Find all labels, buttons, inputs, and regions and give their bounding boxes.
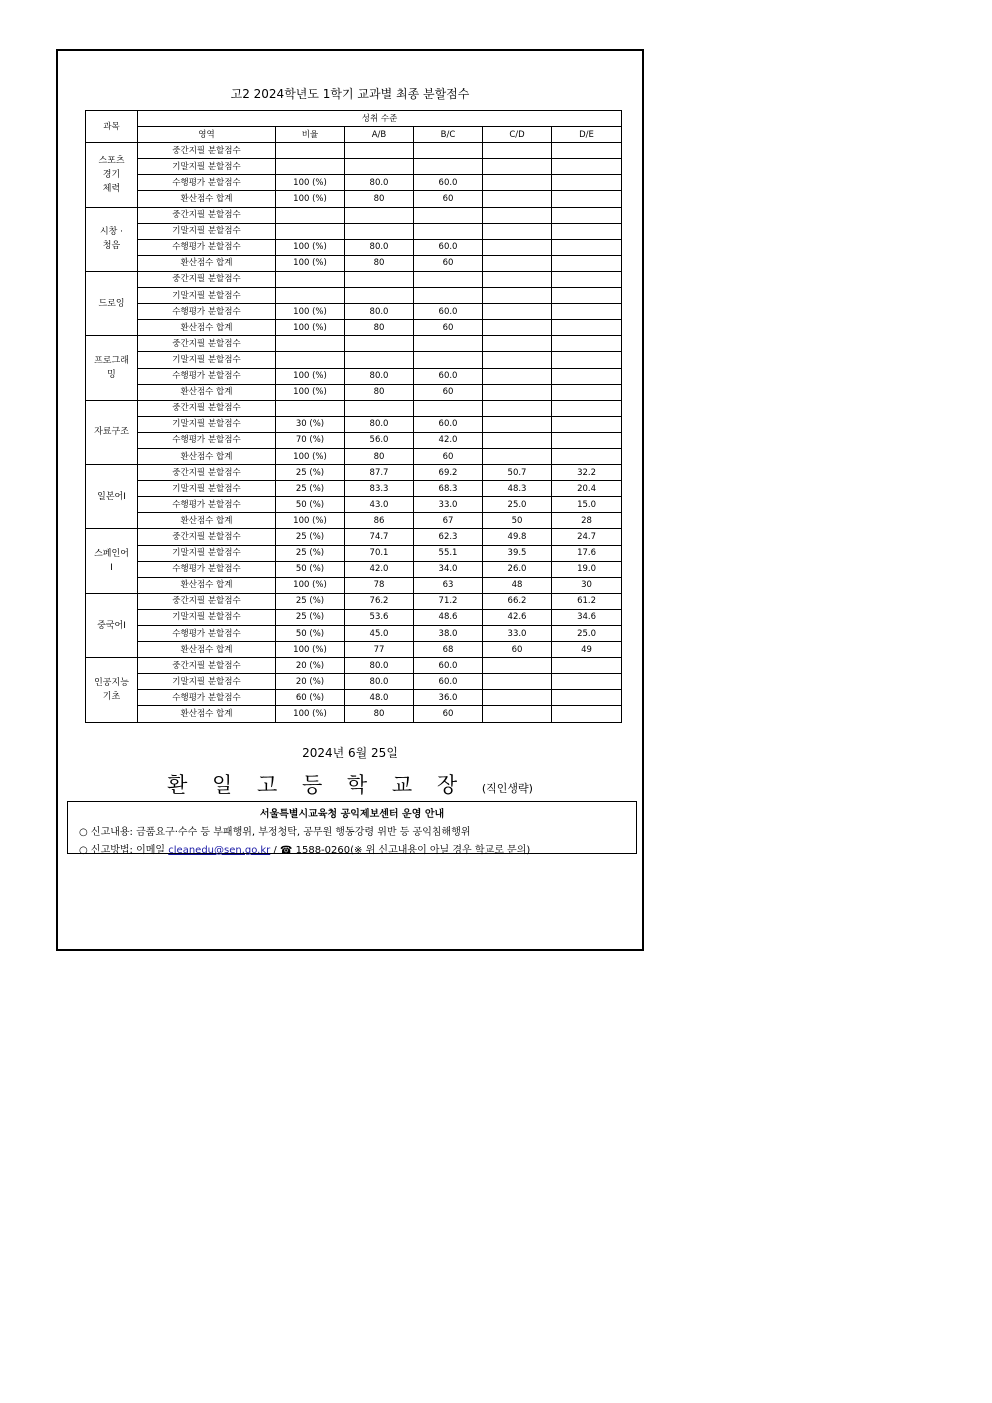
grade-value-cell: 80.0 [345, 239, 414, 255]
subject-name-cell: 프로그래 밍 [86, 336, 138, 400]
grade-value-cell: 86 [345, 513, 414, 529]
ratio-cell [276, 336, 345, 352]
area-cell: 기말지필 분할점수 [138, 609, 276, 625]
grade-value-cell [483, 320, 552, 336]
grade-value-cell [414, 271, 483, 287]
area-cell: 기말지필 분할점수 [138, 481, 276, 497]
grade-value-cell [552, 304, 622, 320]
grade-value-cell: 24.7 [552, 529, 622, 545]
document-title: 고2 2024학년도 1학기 교과별 최종 분할점수 [230, 87, 470, 101]
table-row [86, 593, 622, 609]
grade-value-cell: 25.0 [483, 497, 552, 513]
area-cell: 환산점수 합계 [138, 320, 276, 336]
ratio-cell: 100 (%) [276, 577, 345, 593]
grade-value-cell: 60.0 [414, 658, 483, 674]
grade-value-cell: 42.0 [345, 561, 414, 577]
header-grade: A/B [345, 127, 414, 143]
area-cell: 기말지필 분할점수 [138, 416, 276, 432]
area-cell: 중간지필 분할점수 [138, 207, 276, 223]
area-cell: 환산점수 합계 [138, 577, 276, 593]
grade-value-cell [552, 432, 622, 448]
ratio-cell: 60 (%) [276, 690, 345, 706]
grade-value-cell [483, 191, 552, 207]
notice-method-prefix: ○ 신고방법: 이메일 [79, 845, 169, 856]
notice-line-content: ○ 신고내용: 금품요구·수수 등 부패행위, 부정청탁, 공무원 행동강령 위반 등 공익침해행위 [79, 827, 471, 838]
grade-value-cell [552, 191, 622, 207]
area-cell: 중간지필 분할점수 [138, 400, 276, 416]
grade-value-cell [345, 207, 414, 223]
score-table-body [86, 143, 622, 722]
area-cell: 기말지필 분할점수 [138, 159, 276, 175]
grade-value-cell [552, 336, 622, 352]
area-cell: 기말지필 분할점수 [138, 352, 276, 368]
ratio-cell: 25 (%) [276, 545, 345, 561]
grade-value-cell: 49.8 [483, 529, 552, 545]
area-cell: 환산점수 합계 [138, 642, 276, 658]
table-row [86, 642, 622, 658]
document-date: 2024년 6월 25일 [302, 746, 398, 760]
ratio-cell [276, 223, 345, 239]
subject-name-cell: 스페인어 Ⅰ [86, 529, 138, 593]
grade-value-cell [552, 175, 622, 191]
grade-value-cell: 80 [345, 191, 414, 207]
grade-value-cell [483, 271, 552, 287]
ratio-cell: 20 (%) [276, 674, 345, 690]
subject-name-cell: 스포츠 경기 체력 [86, 143, 138, 207]
area-cell: 중간지필 분할점수 [138, 336, 276, 352]
grade-value-cell [483, 706, 552, 722]
area-cell: 수행평가 분할점수 [138, 368, 276, 384]
grade-value-cell: 70.1 [345, 545, 414, 561]
grade-value-cell: 67 [414, 513, 483, 529]
ratio-cell [276, 159, 345, 175]
ratio-cell: 25 (%) [276, 609, 345, 625]
area-cell: 환산점수 합계 [138, 448, 276, 464]
grade-value-cell: 28 [552, 513, 622, 529]
area-cell: 중간지필 분할점수 [138, 465, 276, 481]
grade-value-cell [552, 320, 622, 336]
table-row [86, 159, 622, 175]
grade-value-cell: 20.4 [552, 481, 622, 497]
grade-value-cell: 87.7 [345, 465, 414, 481]
ratio-cell: 50 (%) [276, 561, 345, 577]
ratio-cell: 100 (%) [276, 368, 345, 384]
ratio-cell: 50 (%) [276, 626, 345, 642]
grade-value-cell [345, 288, 414, 304]
table-row [86, 609, 622, 625]
area-cell: 환산점수 합계 [138, 513, 276, 529]
grade-value-cell: 19.0 [552, 561, 622, 577]
ratio-cell: 100 (%) [276, 384, 345, 400]
header-subject: 과목 [86, 111, 138, 143]
area-cell: 중간지필 분할점수 [138, 593, 276, 609]
grade-value-cell: 80 [345, 384, 414, 400]
ratio-cell [276, 400, 345, 416]
grade-value-cell [483, 304, 552, 320]
subject-name-cell: 자료구조 [86, 400, 138, 464]
grade-value-cell [483, 368, 552, 384]
table-row [86, 626, 622, 642]
grade-value-cell [552, 384, 622, 400]
header-ratio: 비율 [276, 127, 345, 143]
grade-value-cell: 42.0 [414, 432, 483, 448]
grade-value-cell [483, 690, 552, 706]
area-cell: 수행평가 분할점수 [138, 432, 276, 448]
grade-value-cell: 68 [414, 642, 483, 658]
grade-value-cell: 80.0 [345, 304, 414, 320]
ratio-cell: 100 (%) [276, 239, 345, 255]
grade-value-cell: 48.0 [345, 690, 414, 706]
grade-value-cell [552, 288, 622, 304]
ratio-cell: 25 (%) [276, 529, 345, 545]
ratio-cell [276, 143, 345, 159]
notice-phone: / ☎ 1588-0260 [270, 845, 351, 856]
grade-value-cell: 42.6 [483, 609, 552, 625]
ratio-cell: 100 (%) [276, 320, 345, 336]
grade-value-cell: 33.0 [483, 626, 552, 642]
ratio-cell: 100 (%) [276, 191, 345, 207]
table-row [86, 288, 622, 304]
table-row [86, 239, 622, 255]
grade-value-cell: 60 [414, 706, 483, 722]
grade-value-cell [345, 271, 414, 287]
grade-value-cell [414, 352, 483, 368]
grade-value-cell: 48 [483, 577, 552, 593]
grade-value-cell: 80 [345, 255, 414, 271]
grade-value-cell: 74.7 [345, 529, 414, 545]
grade-value-cell: 62.3 [414, 529, 483, 545]
ratio-cell [276, 271, 345, 287]
grade-value-cell [414, 336, 483, 352]
document-page [56, 49, 644, 951]
grade-value-cell [414, 143, 483, 159]
ratio-cell: 20 (%) [276, 658, 345, 674]
notice-method-suffix: (※ 위 신고내용이 아닐 경우 학교로 문의) [350, 845, 531, 856]
grade-value-cell: 56.0 [345, 432, 414, 448]
grade-value-cell: 60.0 [414, 239, 483, 255]
grade-value-cell: 60.0 [414, 304, 483, 320]
grade-value-cell [483, 448, 552, 464]
ratio-cell: 50 (%) [276, 497, 345, 513]
grade-value-cell: 69.2 [414, 465, 483, 481]
grade-value-cell [552, 706, 622, 722]
table-row [86, 175, 622, 191]
table-row [86, 320, 622, 336]
subject-name-cell: 중국어Ⅰ [86, 593, 138, 657]
grade-value-cell: 76.2 [345, 593, 414, 609]
grade-value-cell: 39.5 [483, 545, 552, 561]
notice-title: 서울특별시교육청 공익제보센터 운영 안내 [259, 809, 445, 820]
area-cell: 수행평가 분할점수 [138, 561, 276, 577]
grade-value-cell: 25.0 [552, 626, 622, 642]
grade-value-cell: 32.2 [552, 465, 622, 481]
area-cell: 수행평가 분할점수 [138, 239, 276, 255]
table-row [86, 465, 622, 481]
grade-value-cell [483, 239, 552, 255]
area-cell: 수행평가 분할점수 [138, 626, 276, 642]
grade-value-cell [483, 432, 552, 448]
area-cell: 중간지필 분할점수 [138, 658, 276, 674]
table-row [86, 400, 622, 416]
grade-value-cell: 80.0 [345, 175, 414, 191]
ratio-cell [276, 288, 345, 304]
grade-value-cell [483, 416, 552, 432]
grade-value-cell [414, 159, 483, 175]
table-row [86, 223, 622, 239]
grade-value-cell [483, 400, 552, 416]
grade-value-cell [483, 658, 552, 674]
area-cell: 수행평가 분할점수 [138, 175, 276, 191]
grade-value-cell: 66.2 [483, 593, 552, 609]
area-cell: 환산점수 합계 [138, 255, 276, 271]
ratio-cell: 100 (%) [276, 706, 345, 722]
grade-value-cell [414, 223, 483, 239]
table-row [86, 674, 622, 690]
table-row [86, 207, 622, 223]
grade-value-cell: 77 [345, 642, 414, 658]
principal-name: 환 일 고 등 학 교 장 [167, 773, 467, 797]
grade-value-cell [552, 674, 622, 690]
area-cell: 수행평가 분할점수 [138, 497, 276, 513]
header-grade: B/C [414, 127, 483, 143]
subject-name-cell: 일본어Ⅰ [86, 465, 138, 529]
grade-value-cell [552, 271, 622, 287]
grade-value-cell [483, 255, 552, 271]
grade-value-cell [345, 336, 414, 352]
grade-value-cell: 45.0 [345, 626, 414, 642]
table-row [86, 497, 622, 513]
subject-name-cell: 드로잉 [86, 271, 138, 335]
table-row [86, 368, 622, 384]
table-row [86, 561, 622, 577]
ratio-cell: 25 (%) [276, 481, 345, 497]
grade-value-cell [552, 223, 622, 239]
header-grade: C/D [483, 127, 552, 143]
table-row [86, 577, 622, 593]
grade-value-cell: 60 [414, 191, 483, 207]
grade-value-cell [414, 400, 483, 416]
grade-value-cell [483, 175, 552, 191]
ratio-cell: 100 (%) [276, 642, 345, 658]
grade-value-cell: 60 [414, 384, 483, 400]
grade-value-cell: 80.0 [345, 368, 414, 384]
table-row [86, 352, 622, 368]
grade-value-cell: 61.2 [552, 593, 622, 609]
seal-note: (직인생략) [481, 782, 533, 795]
grade-value-cell: 80 [345, 706, 414, 722]
grade-value-cell [552, 448, 622, 464]
grade-value-cell: 60 [414, 255, 483, 271]
grade-value-cell: 48.3 [483, 481, 552, 497]
grade-value-cell: 71.2 [414, 593, 483, 609]
grade-value-cell: 55.1 [414, 545, 483, 561]
table-row [86, 416, 622, 432]
notice-line-method [79, 841, 636, 856]
grade-value-cell: 80.0 [345, 658, 414, 674]
grade-value-cell [483, 288, 552, 304]
grade-value-cell: 60.0 [414, 368, 483, 384]
ratio-cell: 100 (%) [276, 175, 345, 191]
table-row [86, 432, 622, 448]
grade-value-cell: 63 [414, 577, 483, 593]
grade-value-cell: 60.0 [414, 674, 483, 690]
ratio-cell: 100 (%) [276, 513, 345, 529]
score-table [85, 110, 622, 723]
table-row [86, 384, 622, 400]
ratio-cell: 70 (%) [276, 432, 345, 448]
area-cell: 수행평가 분할점수 [138, 304, 276, 320]
table-row [86, 690, 622, 706]
table-row [86, 529, 622, 545]
grade-value-cell [414, 288, 483, 304]
grade-value-cell [483, 674, 552, 690]
subject-name-cell: 인공지능 기초 [86, 658, 138, 722]
table-row [86, 513, 622, 529]
table-row [86, 545, 622, 561]
notice-email-link[interactable]: cleanedu@sen.go.kr [168, 845, 271, 856]
ratio-cell: 25 (%) [276, 465, 345, 481]
whistleblower-notice [67, 801, 637, 854]
area-cell: 기말지필 분할점수 [138, 223, 276, 239]
area-cell: 기말지필 분할점수 [138, 288, 276, 304]
grade-value-cell [483, 352, 552, 368]
grade-value-cell [345, 143, 414, 159]
grade-value-cell: 80 [345, 320, 414, 336]
grade-value-cell [414, 207, 483, 223]
ratio-cell: 100 (%) [276, 255, 345, 271]
grade-value-cell: 53.6 [345, 609, 414, 625]
ratio-cell: 30 (%) [276, 416, 345, 432]
grade-value-cell: 60.0 [414, 416, 483, 432]
grade-value-cell: 17.6 [552, 545, 622, 561]
table-row [86, 658, 622, 674]
grade-value-cell [483, 336, 552, 352]
grade-value-cell: 34.0 [414, 561, 483, 577]
grade-value-cell [552, 400, 622, 416]
subject-name-cell: 시창 · 청음 [86, 207, 138, 271]
grade-value-cell [552, 143, 622, 159]
grade-value-cell [345, 159, 414, 175]
header-achievement: 성취 수준 [138, 111, 622, 127]
grade-value-cell [483, 207, 552, 223]
grade-value-cell [552, 255, 622, 271]
area-cell: 환산점수 합계 [138, 191, 276, 207]
grade-value-cell: 48.6 [414, 609, 483, 625]
ratio-cell: 25 (%) [276, 593, 345, 609]
table-row [86, 336, 622, 352]
grade-value-cell: 60 [483, 642, 552, 658]
grade-value-cell [483, 143, 552, 159]
grade-value-cell: 60 [414, 448, 483, 464]
area-cell: 환산점수 합계 [138, 706, 276, 722]
grade-value-cell [483, 159, 552, 175]
grade-value-cell [345, 400, 414, 416]
area-cell: 중간지필 분할점수 [138, 529, 276, 545]
table-row [86, 481, 622, 497]
grade-value-cell [552, 207, 622, 223]
table-row [86, 255, 622, 271]
grade-value-cell: 50.7 [483, 465, 552, 481]
grade-value-cell [483, 223, 552, 239]
grade-value-cell: 34.6 [552, 609, 622, 625]
grade-value-cell: 68.3 [414, 481, 483, 497]
area-cell: 중간지필 분할점수 [138, 271, 276, 287]
grade-value-cell: 80.0 [345, 416, 414, 432]
header-grade: D/E [552, 127, 622, 143]
grade-value-cell: 50 [483, 513, 552, 529]
area-cell: 기말지필 분할점수 [138, 674, 276, 690]
table-row [86, 448, 622, 464]
grade-value-cell [345, 352, 414, 368]
grade-value-cell: 33.0 [414, 497, 483, 513]
grade-value-cell: 30 [552, 577, 622, 593]
grade-value-cell [345, 223, 414, 239]
grade-value-cell: 36.0 [414, 690, 483, 706]
grade-value-cell [552, 658, 622, 674]
ratio-cell: 100 (%) [276, 448, 345, 464]
grade-value-cell: 78 [345, 577, 414, 593]
grade-value-cell [552, 368, 622, 384]
header-area: 영역 [138, 127, 276, 143]
principal-signature [58, 769, 642, 799]
grade-value-cell [552, 352, 622, 368]
grade-value-cell: 60 [414, 320, 483, 336]
grade-value-cell: 38.0 [414, 626, 483, 642]
grade-value-cell: 80.0 [345, 674, 414, 690]
grade-value-cell [552, 159, 622, 175]
grade-value-cell: 83.3 [345, 481, 414, 497]
area-cell: 수행평가 분할점수 [138, 690, 276, 706]
grade-value-cell: 80 [345, 448, 414, 464]
table-row [86, 143, 622, 159]
ratio-cell: 100 (%) [276, 304, 345, 320]
area-cell: 환산점수 합계 [138, 384, 276, 400]
area-cell: 중간지필 분할점수 [138, 143, 276, 159]
table-row [86, 191, 622, 207]
table-row [86, 304, 622, 320]
table-subheader-row [86, 127, 622, 143]
table-header-row [86, 111, 622, 127]
table-row [86, 706, 622, 722]
grade-value-cell [552, 690, 622, 706]
grade-value-cell [552, 239, 622, 255]
area-cell: 기말지필 분할점수 [138, 545, 276, 561]
grade-value-cell: 43.0 [345, 497, 414, 513]
grade-value-cell [483, 384, 552, 400]
ratio-cell [276, 352, 345, 368]
grade-value-cell: 60.0 [414, 175, 483, 191]
grade-value-cell: 49 [552, 642, 622, 658]
grade-value-cell [552, 416, 622, 432]
grade-value-cell: 26.0 [483, 561, 552, 577]
grade-value-cell: 15.0 [552, 497, 622, 513]
ratio-cell [276, 207, 345, 223]
table-row [86, 271, 622, 287]
